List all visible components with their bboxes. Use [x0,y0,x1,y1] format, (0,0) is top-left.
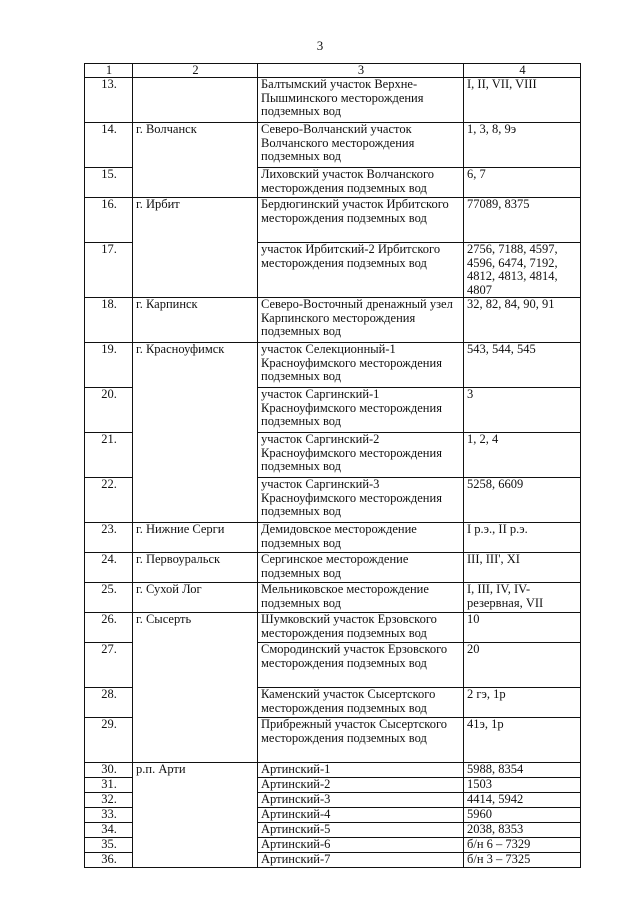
site-cell: Артинский-7 [258,853,464,868]
table-row [85,853,581,868]
row-number: 24. [85,553,133,583]
city-cell [133,388,258,433]
city-cell: г. Первоуральск [133,553,258,583]
row-number: 28. [85,688,133,718]
row-number: 36. [85,853,133,868]
site-cell: участок Селекционный-1 Красноуфимского месторождения подземных вод [258,343,464,388]
wells-cell: I, III, IV, IV-резервная, VII [464,583,581,613]
wells-cell: 77089, 8375 [464,198,581,243]
site-cell: Балтымский участок Верхне-Пышминского месторождения подземных вод [258,78,464,123]
row-number: 18. [85,298,133,343]
table-row [85,553,581,583]
wells-cell: 10 [464,613,581,643]
site-cell: Мельниковское месторождение подземных вод [258,583,464,613]
site-cell: Лиховский участок Волчанского месторождения подземных вод [258,168,464,198]
wells-cell: 2 гэ, 1р [464,688,581,718]
table-header-row [85,64,581,78]
table-row [85,838,581,853]
wells-cell: б/н 6 – 7329 [464,838,581,853]
site-cell: Бердюгинский участок Ирбитского месторождения подземных вод [258,198,464,243]
site-cell: Смородинский участок Ерзовского месторождения подземных вод [258,643,464,688]
row-number: 34. [85,823,133,838]
wells-cell: I р.э., II р.э. [464,523,581,553]
wells-cell: 5960 [464,808,581,823]
wells-cell: 2038, 8353 [464,823,581,838]
city-cell [133,643,258,688]
wells-cell: 5988, 8354 [464,763,581,778]
table-row [85,763,581,778]
row-number: 29. [85,718,133,763]
city-cell: г. Красноуфимск [133,343,258,388]
site-cell: Каменский участок Сысертского месторождения подземных вод [258,688,464,718]
table-row [85,243,581,298]
wells-cell: 2756, 7188, 4597, 4596, 6474, 7192, 4812, 4813, 4814, 4807 [464,243,581,298]
site-cell: Сергинское месторождение подземных вод [258,553,464,583]
table-row [85,523,581,553]
row-number: 30. [85,763,133,778]
row-number: 15. [85,168,133,198]
site-cell: Артинский-5 [258,823,464,838]
table-row [85,778,581,793]
wells-cell: I, II, VII, VIII [464,78,581,123]
table-row [85,433,581,478]
table-row [85,298,581,343]
table-row [85,198,581,243]
city-cell: г. Сухой Лог [133,583,258,613]
row-number: 21. [85,433,133,478]
table-row [85,123,581,168]
wells-cell: 20 [464,643,581,688]
city-cell [133,778,258,793]
site-cell: участок Саргинский-2 Красноуфимского месторождения подземных вод [258,433,464,478]
wells-cell: 4414, 5942 [464,793,581,808]
row-number: 27. [85,643,133,688]
wells-cell: 6, 7 [464,168,581,198]
row-number: 14. [85,123,133,168]
row-number: 16. [85,198,133,243]
table-row [85,388,581,433]
site-cell: Артинский-1 [258,763,464,778]
wells-cell: 41э, 1р [464,718,581,763]
city-cell [133,688,258,718]
row-number: 32. [85,793,133,808]
site-cell: участок Саргинский-3 Красноуфимского месторождения подземных вод [258,478,464,523]
city-cell: г. Нижние Серги [133,523,258,553]
city-cell [133,168,258,198]
city-cell: г. Карпинск [133,298,258,343]
column-header-1: 1 [85,64,133,78]
site-cell: Шумковский участок Ерзовского месторождения подземных вод [258,613,464,643]
wells-cell: б/н 3 – 7325 [464,853,581,868]
table-row [85,583,581,613]
column-header-4: 4 [464,64,581,78]
table-row [85,613,581,643]
row-number: 20. [85,388,133,433]
city-cell [133,478,258,523]
city-cell [133,78,258,123]
site-cell: участок Саргинский-1 Красноуфимского месторождения подземных вод [258,388,464,433]
table-row [85,718,581,763]
wells-cell: 1, 2, 4 [464,433,581,478]
site-cell: Артинский-2 [258,778,464,793]
city-cell: г. Сысерть [133,613,258,643]
site-cell: Прибрежный участок Сысертского месторождения подземных вод [258,718,464,763]
row-number: 33. [85,808,133,823]
table-row [85,168,581,198]
city-cell [133,243,258,298]
wells-cell: 543, 544, 545 [464,343,581,388]
site-cell: Артинский-6 [258,838,464,853]
row-number: 25. [85,583,133,613]
site-cell: Северо-Восточный дренажный узел Карпинского месторождения подземных вод [258,298,464,343]
row-number: 17. [85,243,133,298]
wells-cell: 32, 82, 84, 90, 91 [464,298,581,343]
table-row [85,823,581,838]
city-cell [133,718,258,763]
table-row [85,478,581,523]
table-row [85,343,581,388]
table-row [85,688,581,718]
row-number: 13. [85,78,133,123]
table-body [85,78,581,868]
water-deposits-table [84,63,581,868]
wells-cell: 1503 [464,778,581,793]
table-row [85,643,581,688]
row-number: 35. [85,838,133,853]
city-cell: р.п. Арти [133,763,258,778]
city-cell [133,793,258,808]
city-cell [133,823,258,838]
table-row [85,78,581,123]
wells-cell: III, III', XI [464,553,581,583]
page-number: 3 [316,38,324,53]
wells-cell: 1, 3, 8, 9э [464,123,581,168]
site-cell: участок Ирбитский-2 Ирбитского месторождения подземных вод [258,243,464,298]
table-row [85,793,581,808]
row-number: 19. [85,343,133,388]
column-header-2: 2 [133,64,258,78]
row-number: 31. [85,778,133,793]
city-cell [133,853,258,868]
city-cell: г. Волчанск [133,123,258,168]
city-cell [133,433,258,478]
city-cell [133,838,258,853]
site-cell: Артинский-3 [258,793,464,808]
row-number: 23. [85,523,133,553]
site-cell: Северо-Волчанский участок Волчанского месторождения подземных вод [258,123,464,168]
wells-cell: 5258, 6609 [464,478,581,523]
city-cell [133,808,258,823]
row-number: 26. [85,613,133,643]
site-cell: Демидовское месторождение подземных вод [258,523,464,553]
wells-cell: 3 [464,388,581,433]
row-number: 22. [85,478,133,523]
table-row [85,808,581,823]
city-cell: г. Ирбит [133,198,258,243]
column-header-3: 3 [258,64,464,78]
site-cell: Артинский-4 [258,808,464,823]
